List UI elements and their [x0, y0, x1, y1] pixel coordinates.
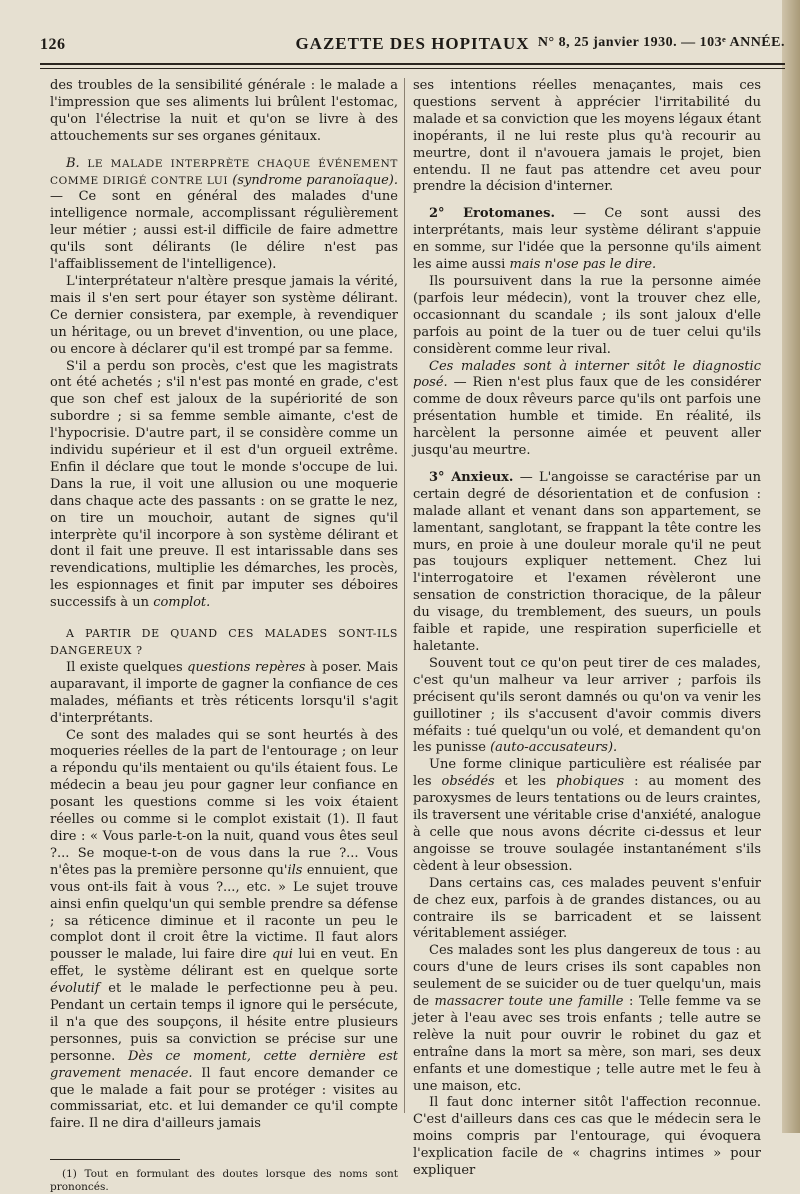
header-rule — [40, 63, 785, 65]
paragraph: Ces malades sont les plus dangereux de tous : au cours d'une de leurs crises ils sont capables non seulement de se suicider ou de tuer quelqu'un, mais de massacrer toute une famille : Telle femme va se jeter à l'eau avec ses trois enfants ; telle autre se relève la nuit pour ouvrir le robinet du gaz et entraîne dans la mort sa mère, son mari, ses deux enfants et une domestique ; telle autre met le feu à une maison, etc. — [413, 943, 761, 1094]
danger-question-heading: A PARTIR DE QUAND CES MALADES SONT-ILS DANGEREUX ? — [50, 627, 398, 657]
paragraph: Souvent tout ce qu'on peut tirer de ces malades, c'est qu'un malheur va leur arriver ; parfois ils précisent qu'ils seront damnés ou qu'on va venir les guillotiner ; ils s'accusent d'avoir commis divers méfaits : tué quelqu'un ou volé, et demandent qu'on les punisse (auto-accusateurs). — [413, 655, 761, 756]
paragraph: Dans certains cas, ces malades peuvent s'enfuir de chez eux, parfois à de grandes distances, ou au contraire ils se barricadent et se laissent véritablement assiéger. — [413, 875, 761, 942]
paragraph: S'il a perdu son procès, c'est que les magistrats ont été achetés ; s'il n'est pas monté en grade, c'est que son chef est jaloux de la supériorité de son subordre ; si sa femme semble aimante, c'est de l'hypocrisie. D'autre part, il se considère comme un individu supérieur et il est d'un orgueil extrême. Enfin il déclare que tout le monde s'occupe de lui. Dans la rue, il voit une allusion ou une moquerie dans chaque acte des passants : on se gratte le nez, on tire un mouchoir, autant de signes qu'il interprète qu'il incorpore à son système délirant et dont il fait une preuve. Il est intarissable dans ses revendications, multiplie les démarches, les procès, les espionnages et finit par imputer ses déboires successifs à un complot. — [50, 358, 398, 611]
right-column — [413, 78, 761, 1180]
erotomanes-section: 2° Erotomanes. — Ce sont aussi des interprétants, mais leur système délirant s'appuie en somme, sur l'idée que la personne qu'ils aiment les aime aussi mais n'ose pas le dire. — [413, 206, 761, 273]
paragraph: Il faut donc interner sitôt l'affection reconnue. C'est d'ailleurs dans ces cas que le médecin sera le moins compris par l'entourage, qui évoquera l'explication facile de « chagrins intimes » pour expliquer — [413, 1095, 761, 1179]
anxieux-section: 3° Anxieux. — L'angoisse se caractérise par un certain degré de désorientation et de confusion : malade allant et venant dans son appartement, se lamentant, sanglotant, se frappant la tête contre les murs, en proie à une douleur morale qu'il ne peut pas toujours expliquer nettement. Chez lui l'interrogatoire et l'examen révèleront une sensation de constriction thoracique, de la pâleur du visage, du tremblement, des sueurs, un pouls faible et rapide, une respiration superficielle et haletante. — [413, 469, 761, 654]
footnote-rule — [50, 1159, 180, 1160]
paragraph: Ces malades sont à interner sitôt le diagnostic posé. — Rien n'est plus faux que de les considérer comme de doux rêveurs parce qu'ils ont parfois une présentation humble et timide. En réalité, ils harcèlent la personne aimée et peuvent aller jusqu'au meurtre. — [413, 358, 761, 459]
issue-info: N° 8, 25 janvier 1930. — 103ᵉ ANNÉE. — [537, 35, 785, 50]
page-edge — [782, 0, 800, 1133]
paragraph: L'interprétateur n'altère presque jamais la vérité, mais il s'en sert pour étayer son système délirant. Ce dernier consistera, par exemple, à revendiquer un héritage, ou un brevet d'invention, ou une place, ou encore à déclarer qu'il est trompé par sa femme. — [50, 273, 398, 357]
column-divider — [404, 78, 405, 1113]
paragraph: des troubles de la sensibilité générale : le malade a l'impression que ses aliments lui brûlent l'estomac, qu'on l'électrise la nuit et qu'on se livre à des attouchements sur ses organes génitaux. — [50, 78, 398, 144]
paragraph: Ils poursuivent dans la rue la personne aimée (parfois leur médecin), vont la trouver chez elle, occasionnant du scandale ; ils sont jaloux d'elle parfois au point de la tuer ou de tuer celui qu'ils considèrent comme leur rival. — [413, 273, 761, 357]
paragraph: Il existe quelques questions repères à poser. Mais auparavant, il importe de gagner la confiance de ces malades, méfiants et très réticents lorsqu'il s'agit d'interprétants. — [50, 659, 398, 726]
paragraph: ses intentions réelles menaçantes, mais ces questions servent à apprécier l'irritabilité du malade et sa conviction que les moyens légaux étant inopérants, il ne lui reste plus qu'à recourir au meurtre, dont il n'avouera jamais le projet, bien entendu. Il ne faut pas attendre cet aveu pour prendre la décision d'interner. — [413, 78, 761, 195]
section-b-heading: B. LE MALADE INTERPRÈTE CHAQUE ÉVÉNEMENT COMME DIRIGÉ CONTRE LUI (syndrome paranoïaque). — Ce sont en général des malades d'une intelligence normale, accomplissant régulièrement leur métier ; aussi est-il difficile de faire admettre qu'ils sont délirants (le délire n'est pas l'affaiblissement de l'intelligence). — [50, 155, 399, 273]
left-column — [50, 78, 398, 1194]
page-number: 126 — [40, 36, 66, 53]
paragraph: Une forme clinique particulière est réalisée par les obsédés et les phobiques : au moment des paroxysmes de leurs tentations ou de leurs craintes, ils traversent une véritable crise d'anxiété, analogue à celle que nous avons décrite ci-dessus et leur angoisse se trouve soulagée instantanément s'ils cèdent à leur obsession. — [413, 757, 761, 874]
paragraph: Ce sont des malades qui se sont heurtés à des moqueries réelles de la part de l'entourage ; on leur a répondu qu'ils mentaient ou qu'ils étaient fous. Le médecin a beau jeu pour gagner leur confiance en posant les questions comme si les voix étaient réelles ou comme si le complot existait (1). Il faut dire : « Vous parle-t-on la nuit, quand vous êtes seul ?... Se moque-t-on de vous dans la rue ?... Vous n'êtes pas la première personne qu'ils ennuient, que vous ont-ils fait à vous ?..., etc. » Le sujet trouve ainsi enfin quelqu'un qui semble prendre sa défense ; sa réticence diminue et il raconte un peu le complot dont il croit être la victime. Il faut alors pousser le malade, lui faire dire qui lui en veut. En effet, le système délirant est en quelque sorte évolutif et le malade le perfectionne peu à peu. Pendant un certain temps il ignore qui le persécute, il n'a que des soupçons, il hésite entre plusieurs personnes, puis sa conviction se précise sur une personne. Dès ce moment, cette dernière est gravement menacée. Il faut encore demander ce que le malade a fait pour se protéger : visites au commissariat, etc. et lui demander ce qu'il compte faire. Il ne dira d'ailleurs jamais — [50, 727, 399, 1132]
journal-title: GAZETTE DES HOPITAUX — [295, 34, 530, 53]
footnote: (1) Tout en formulant des doutes lorsque des noms sont prononcés. — [50, 1168, 398, 1194]
running-header — [40, 28, 785, 62]
header-rule-thin — [40, 68, 785, 69]
